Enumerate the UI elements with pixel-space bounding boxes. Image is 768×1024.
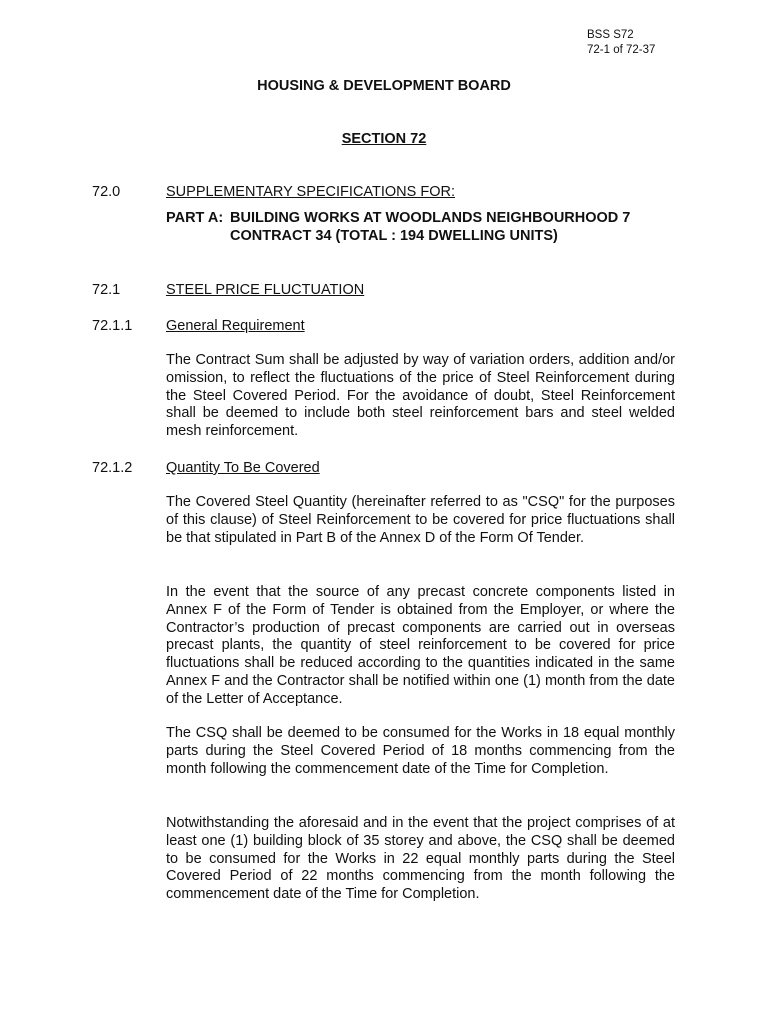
- page-number: 72-1 of 72-37: [587, 44, 656, 56]
- document-code: BSS S72: [587, 29, 634, 41]
- paragraph-csq-definition: The Covered Steel Quantity (hereinafter referred to as "CSQ" for the purposes of this clause) of Steel Reinforcement to be covered for price fluctuations shall be that stipulated in Part B of the Annex D of the Form Of Tender.: [166, 494, 675, 546]
- clause-number-72-1-1: 72.1.1: [92, 318, 133, 334]
- clause-number-72-1: 72.1: [92, 282, 121, 298]
- clause-heading-72-1-1: General Requirement: [166, 318, 305, 334]
- clause-number-72-0: 72.0: [92, 184, 121, 200]
- paragraph-18-monthly-parts: The CSQ shall be deemed to be consumed for the Works in 18 equal monthly parts during the Steel Covered Period of 18 months commencing from the month following the commencement date of the Time for Completion.: [166, 725, 675, 777]
- clause-heading-72-1-2: Quantity To Be Covered: [166, 460, 320, 476]
- paragraph-22-monthly-parts: Notwithstanding the aforesaid and in the event that the project comprises of at least one (1) building block of 35 storey and above, the CSQ shall be deemed to be consumed for the Works in 22 equal monthly parts during the Steel Covered Period of 22 months commencing from the month following the commencement date of the Time for Completion.: [166, 815, 675, 903]
- paragraph-precast-components: In the event that the source of any precast concrete components listed in Annex F of the Form of Tender is obtained from the Employer, or where the Contractor’s production of precast components are carried out in overseas precast plants, the quantity of steel reinforcement to be covered for price fluctuations shall be reduced according to the quantities indicated in the same Annex F and the Contractor shall be notified within one (1) month from the date of the Letter of Acceptance.: [166, 584, 675, 707]
- page-header-reference: [587, 28, 655, 58]
- clause-number-72-1-2: 72.1.2: [92, 460, 133, 476]
- document-title: HOUSING & DEVELOPMENT BOARD: [257, 78, 511, 94]
- part-label: PART A:: [166, 210, 224, 226]
- clause-heading-72-0: SUPPLEMENTARY SPECIFICATIONS FOR:: [166, 184, 455, 200]
- paragraph-general-requirement: The Contract Sum shall be adjusted by way of variation orders, addition and/or omission, to reflect the fluctuations of the price of Steel Reinforcement during the Steel Covered Period. For the avoidance of doubt, Steel Reinforcement shall be deemed to include both steel reinforcement bars and steel welded mesh reinforcement.: [166, 352, 675, 440]
- part-title-line-1: BUILDING WORKS AT WOODLANDS NEIGHBOURHOOD 7: [230, 210, 631, 226]
- section-title-text: SECTION 72: [341, 131, 427, 147]
- section-title: [0, 131, 768, 147]
- part-title-line-2: CONTRACT 34 (TOTAL : 194 DWELLING UNITS): [230, 228, 558, 244]
- clause-heading-72-1: STEEL PRICE FLUCTUATION: [166, 282, 365, 298]
